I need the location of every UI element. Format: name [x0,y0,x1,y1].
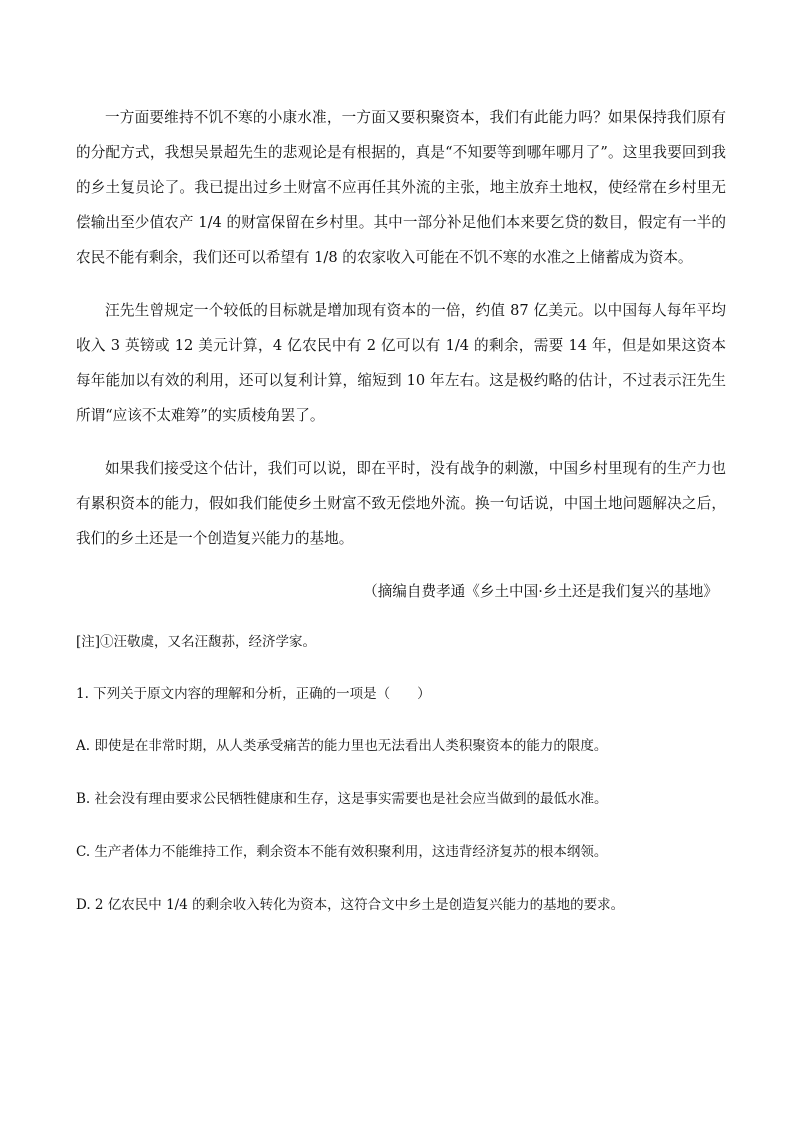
option-a: A. 即使是在非常时期，从人类承受痛苦的能力里也无法看出人类积聚资本的能力的限度。 [76,738,608,754]
question-stem: 1. 下列关于原文内容的理解和分析，正确的一项是（ ） [76,686,431,702]
option-d: D. 2 亿农民中 1/4 的剩余收入转化为资本，这符合文中乡土是创造复兴能力的基地的要求。 [76,897,625,913]
document-page [76,100,726,941]
passage-paragraph-3: 如果我们接受这个估计，我们可以说，即在平时，没有战争的刺激，中国乡村里现有的生产力也有累积资本的能力，假如我们能使乡土财富不致无偿地外流。换一句话说，中国土地问题解决之后，我们的乡土还是一个创造复兴能力的基地。 [76,460,726,547]
footnote: [注]①汪敬虞，又名汪馥荪，经济学家。 [76,634,317,650]
passage-paragraph-1: 一方面要维持不饥不寒的小康水准，一方面又要积聚资本，我们有此能力吗？如果保持我们原有的分配方式，我想吴景超先生的悲观论是有根据的，真是“不知要等到哪年哪月了”。这里我要回到我的乡土复员论了。我已提出过乡土财富不应再任其外流的主张，地主放弃土地权，使经常在乡村里无偿输出至少值农产 1/4 的财富保留在乡村里。其中一部分补足他们本来要乞贷的数目，假定有一半的农民不能有剩余，我们还可以希望有 1/8 的农家收入可能在不饥不寒的水准之上储蓄成为资本。 [76,109,726,266]
option-c: C. 生产者体力不能维持工作，剩余资本不能有效积聚利用，这违背经济复苏的根本纲领。 [76,844,608,860]
passage-source: （摘编自费孝通《乡土中国·乡土还是我们复兴的基地》 [363,583,718,600]
passage-paragraph-2: 汪先生曾规定一个较低的目标就是增加现有资本的一倍，约值 87 亿美元。以中国每人每年平均收入 3 英镑或 12 美元计算，4 亿农民中有 2 亿可以有 1/4 的剩余，需要 14 年，但是如果这资本每年能加以有效的利用，还可以复利计算，缩短到 10 年左右。这是极约略的估计，不过表示汪先生所谓“应该不太难筹”的实质棱角罢了。 [76,302,726,424]
option-b: B. 社会没有理由要求公民牺牲健康和生存，这是事实需要也是社会应当做到的最低水准。 [76,791,608,807]
